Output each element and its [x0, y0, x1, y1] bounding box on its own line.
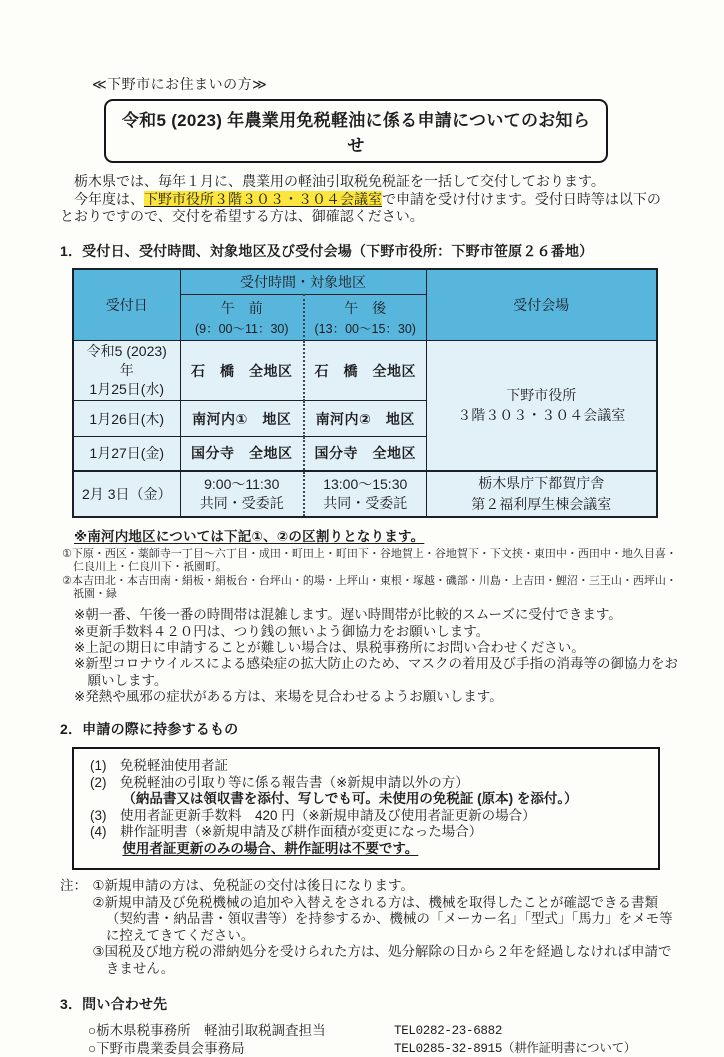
section3-heading: 3．問い合わせ先 — [60, 996, 168, 1013]
intro-paragraph — [60, 173, 674, 226]
contact-row-prefecture — [88, 1022, 674, 1040]
remarks-items — [92, 878, 684, 977]
bring-item-4-sub: 使用者証更新のみの場合、耕作証明は不要です。 — [122, 840, 419, 856]
bring-item-2-sub: （納品書又は領収書を添付、写しでも可。未使用の免税証 (原本) を添付。） — [122, 791, 578, 807]
note-tax-office: ※上記の期日に申請することが難しい場合は、県税事務所にお問い合わせください。 — [74, 640, 585, 656]
venue-line-2: 第２福利厚生棟会議室 — [471, 495, 612, 512]
remark-3: ③国税及び地方税の滞納処分を受けられた方は、処分解除の日から２年を経過しなければ申請できません。 — [92, 944, 672, 976]
cell-date-3: 2月 3日（金） — [73, 471, 180, 517]
morning-time: 9:00～11:30 — [204, 475, 280, 492]
remarks-block — [60, 878, 684, 977]
col-header-afternoon — [304, 295, 426, 341]
notice-title-box — [104, 99, 608, 163]
cell-morning-0: 石 橋 全地区 — [180, 341, 304, 401]
morning-label: 午 前 — [220, 299, 263, 316]
cell-morning-2: 国分寺 全地区 — [180, 437, 304, 471]
note-fever: ※発熱や風邪の症状がある方は、来場を見合わせるようお願いします。 — [74, 689, 503, 705]
bring-item-4: (4) 耕作証明書（※新規申請及び耕作面積が変更になった場合） — [90, 824, 483, 840]
district-list — [62, 548, 680, 602]
cell-morning-1: 南河内① 地区 — [180, 401, 304, 437]
bring-item-1: (1) 免税軽油使用者証 — [90, 758, 228, 774]
cell-date-0 — [73, 341, 180, 401]
contact-row-city — [88, 1040, 674, 1057]
cell-venue-last — [426, 471, 657, 517]
morning-type: 共同・受委託 — [199, 494, 284, 511]
remarks-label: 注： — [60, 878, 87, 894]
note-covid: ※新型コロナウイルスによる感染症の拡大防止のため、マスクの着用及び手指の消毒等の御協力をお願いします。 — [74, 656, 678, 688]
col-header-morning — [180, 295, 304, 341]
venue-line-1: 栃木県庁下都賀庁舎 — [478, 475, 605, 492]
note-exact-change: ※更新手数料４２０円は、つり銭の無いよう御協力をお願いします。 — [74, 623, 490, 639]
reception-schedule-table — [72, 268, 658, 518]
contact-name: ○下野市農業委員会事務局 — [88, 1040, 245, 1056]
star-notes — [74, 607, 680, 705]
afternoon-time-range: (13：00～15：30) — [314, 321, 416, 336]
note-crowding: ※朝一番、午後一番の時間帯は混雑します。遅い時間帯が比較的スムーズに受付できます。 — [74, 607, 622, 623]
contact-list — [88, 1022, 674, 1057]
bring-item-3: (3) 使用者証更新手数料 420 円（※新規申請及び使用者証更新の場合） — [90, 807, 536, 823]
remark-2: ②新規申請及び免税機械の追加や入替えをされる方は、機械を取得したことが確認できる書類（契約書・納品書・領収書等）を持参するか、機械の「メーカー名」「型式」「馬力」をメモ等に控えてきてください。 — [92, 894, 673, 943]
intro-line-2 — [60, 191, 674, 226]
contact-name: ○栃木県税事務所 軽油引取税調査担当 — [88, 1023, 326, 1039]
bring-item-4-sub-wrap — [90, 841, 642, 857]
col-header-time-area: 受付時間・対象地区 — [180, 269, 426, 295]
venue-line-1: 下野市役所 — [506, 387, 577, 404]
venue-highlight: 下野市役所３階３０３・３０４会議室 — [144, 190, 382, 207]
date-line-1: 令和5 (2023) 年 — [86, 343, 167, 379]
items-to-bring-box — [72, 747, 660, 870]
cell-venue-main — [426, 341, 657, 471]
cell-morning-3 — [180, 471, 304, 517]
afternoon-type: 共同・受委託 — [323, 494, 408, 511]
bring-item-2: (2) 免税軽油の引取り等に係る報告書（※新規申請以外の方） — [90, 774, 469, 790]
cell-date-1: 1月26日(木) — [73, 401, 180, 437]
intro-line-1: 栃木県では、毎年１月に、農業用の軽油引取税免税証を一括して交付しております。 — [74, 173, 605, 189]
cell-afternoon-2: 国分寺 全地区 — [304, 437, 426, 471]
col-header-date: 受付日 — [73, 269, 180, 341]
section1-heading: 1．受付日、受付時間、対象地区及び受付会場（下野市役所：下野市笹原２６番地） — [60, 242, 594, 259]
cell-afternoon-0: 石 橋 全地区 — [304, 341, 426, 401]
district-list-item-1: ①下原・西区・薬師寺一丁目～六丁目・成田・町田上・町田下・谷地賀上・谷地賀下・下文挟・東田中・西田中・地久目喜・仁良川上・仁良川下・祇園町。 — [62, 547, 677, 573]
intro-line-2-post: で申請を受け付けます。受付日時等は以下のとおりですので、交付を希望する方は、御確認ください。 — [60, 190, 661, 225]
table-row — [73, 471, 657, 517]
intro-line-2-pre: 今年度は、 — [74, 190, 144, 207]
cell-date-2: 1月27日(金) — [73, 437, 180, 471]
section2-heading: 2．申請の際に持参するもの — [60, 721, 239, 738]
remark-1: ①新規申請の方は、免税証の交付は後日になります。 — [92, 878, 414, 894]
col-header-venue: 受付会場 — [426, 269, 657, 341]
afternoon-time: 13:00～15:30 — [323, 475, 408, 492]
date-line-2: 1月25日(水) — [89, 381, 165, 398]
minamikawachi-note-title: ※南河内地区については下記①、②の区割りとなります。 — [74, 528, 425, 544]
venue-line-2: ３階３０３・３０４会議室 — [457, 407, 626, 424]
district-list-item-2: ②本吉田北・本吉田南・絹板・絹板台・台坪山・的場・上坪山・東根・塚越・磯部・川島・上吉田・鯉沼・三王山・西坪山・祇園・緑 — [62, 575, 677, 601]
cell-afternoon-1: 南河内② 地区 — [304, 401, 426, 437]
cell-afternoon-3 — [304, 471, 426, 517]
afternoon-label: 午 後 — [344, 299, 387, 316]
morning-time-range: (9：00～11：30) — [194, 321, 289, 336]
contact-tel: TEL0285-32-8915（耕作証明書について） — [394, 1041, 636, 1056]
table-row — [73, 341, 657, 401]
audience-label: ≪下野市にお住まいの方≫ — [92, 76, 268, 92]
notice-title: 令和5 (2023) 年農業用免税軽油に係る申請についてのお知らせ — [121, 111, 591, 155]
contact-tel: TEL0282-23-6882 — [394, 1024, 503, 1039]
